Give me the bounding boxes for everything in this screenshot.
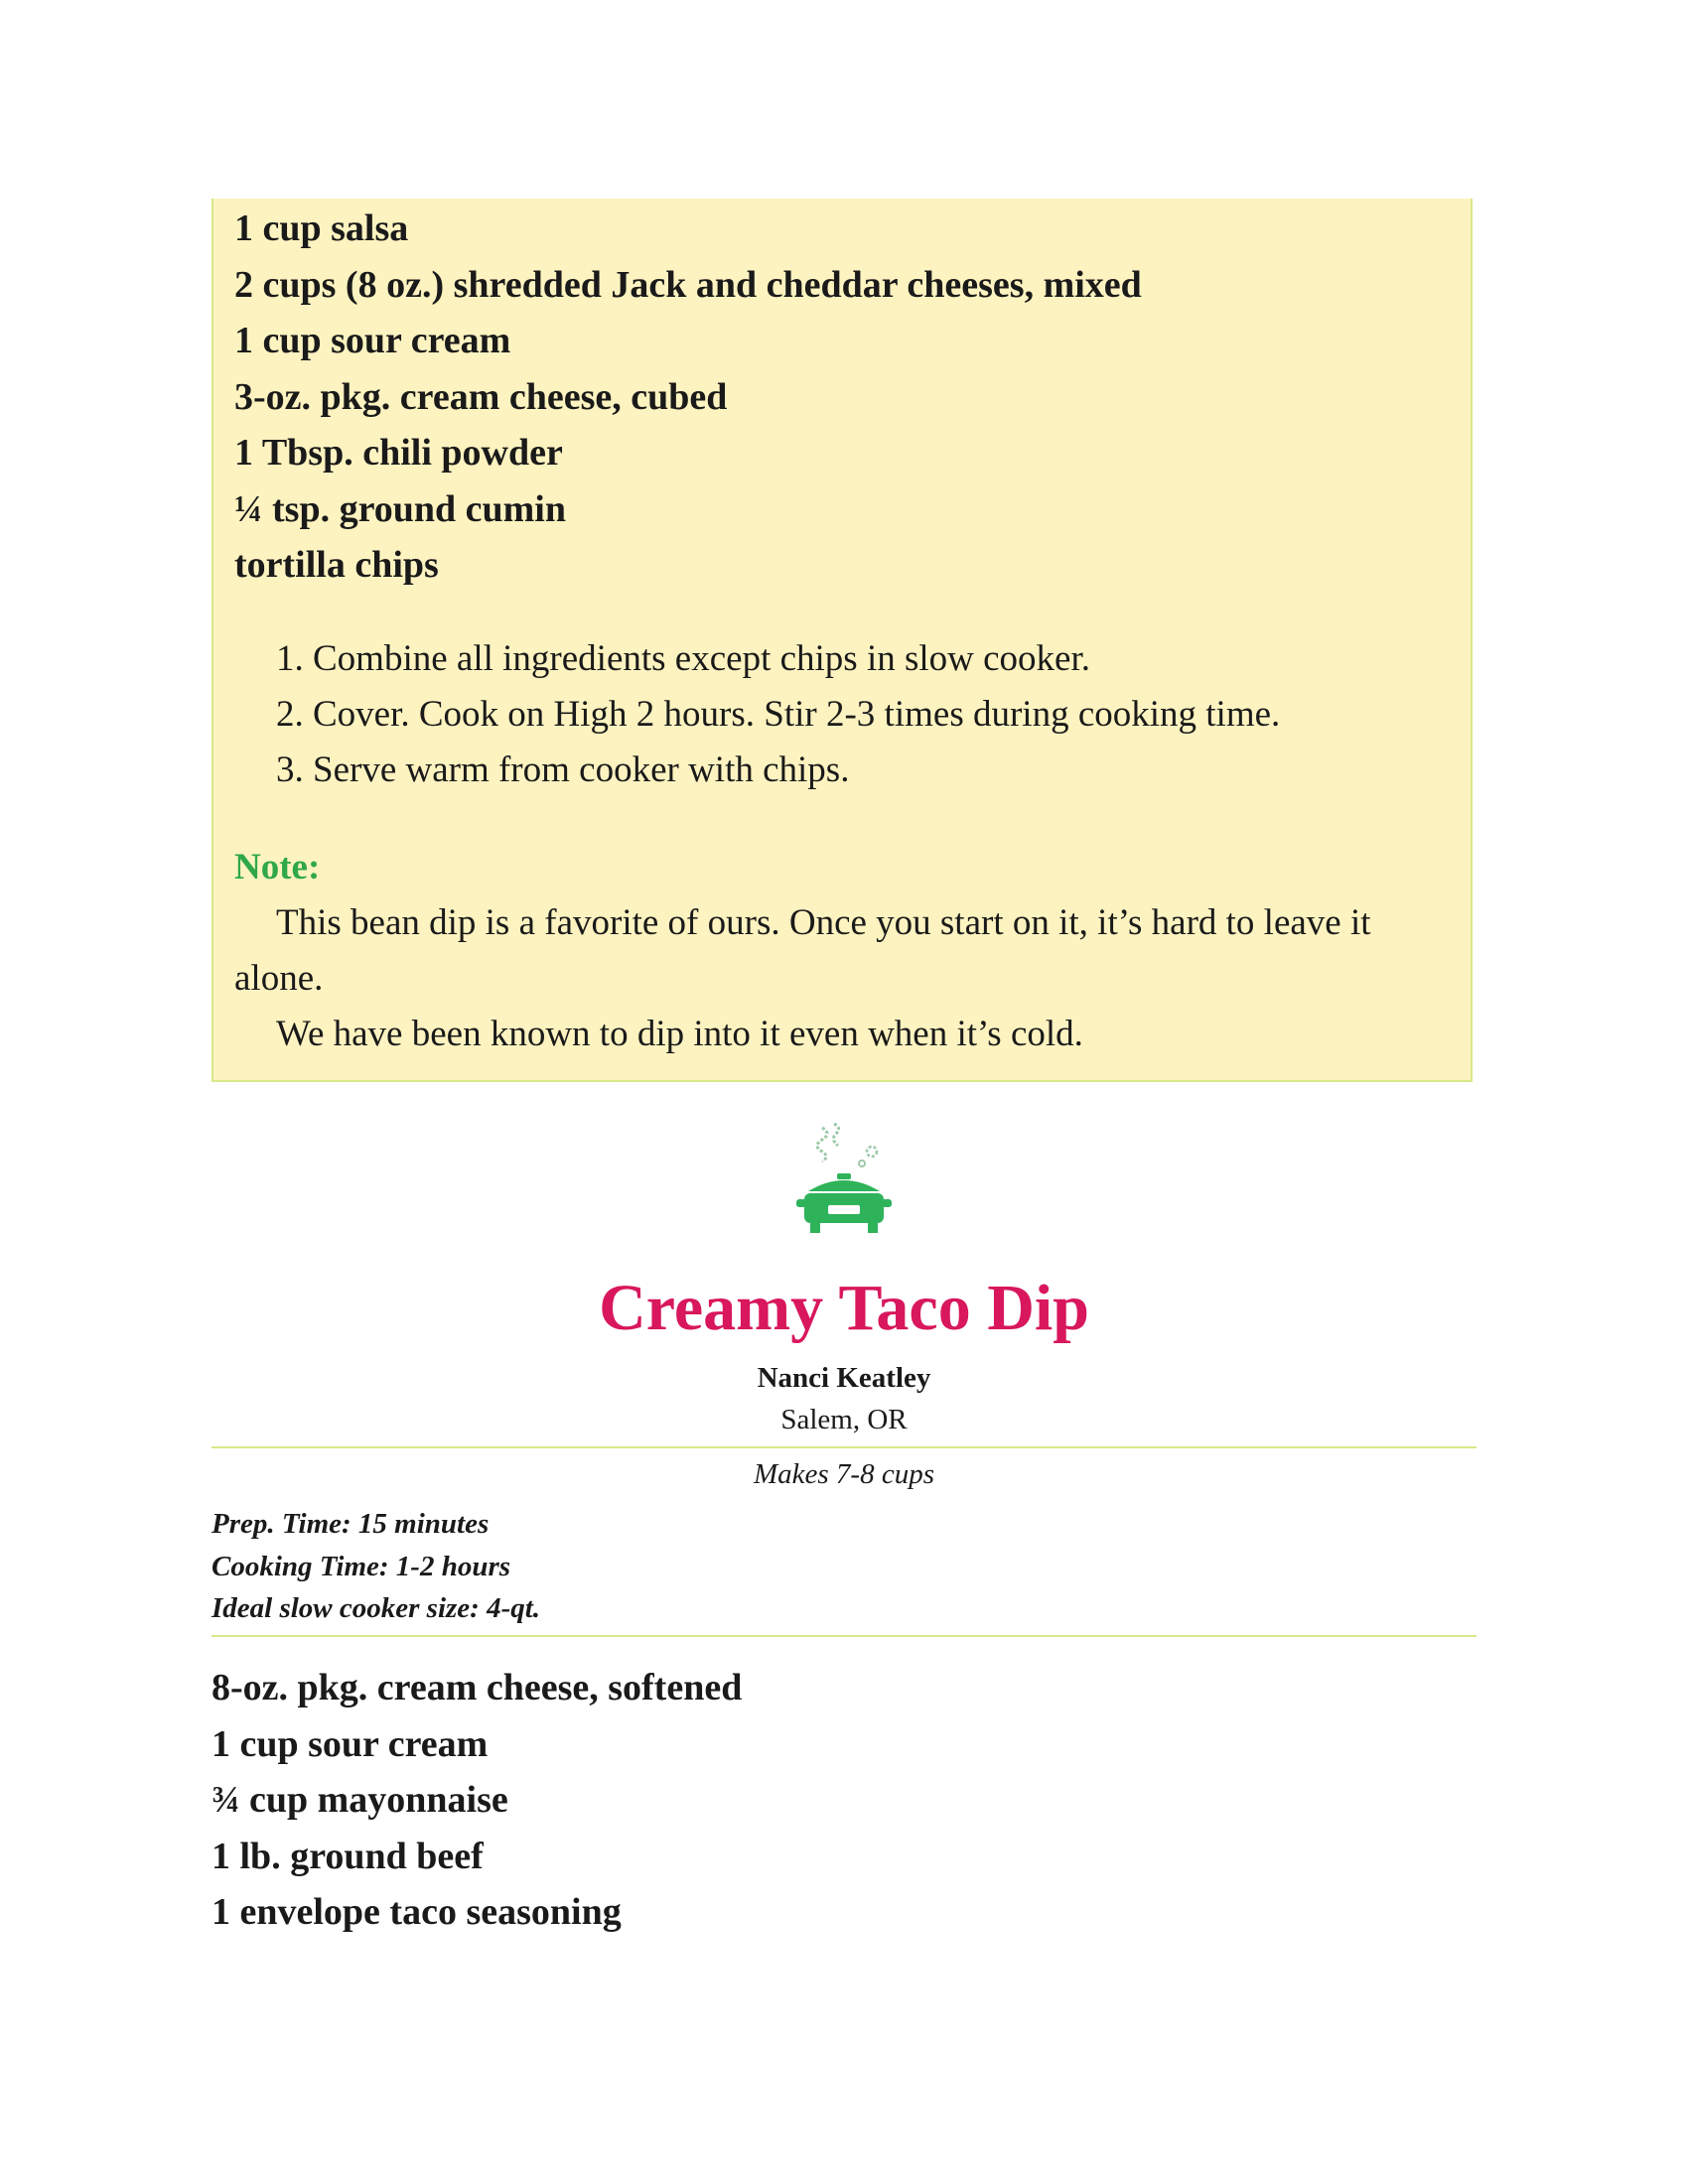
note-paragraph: We have been known to dip into it even when it’s cold.: [276, 1014, 1083, 1054]
recipe-author: Nanci Keatley: [757, 1362, 931, 1394]
ingredient-item: ¾ cup mayonnaise: [211, 1779, 508, 1821]
slow-cooker-icon: [794, 1122, 894, 1241]
ingredient-item: ¼ tsp. ground cumin: [234, 487, 567, 530]
cooking-time: Cooking Time: 1-2 hours: [211, 1550, 511, 1582]
ingredient-item: 1 lb. ground beef: [211, 1835, 484, 1877]
recipe-times: [211, 1503, 540, 1630]
note-label: Note:: [234, 847, 321, 887]
prep-time: Prep. Time: 15 minutes: [211, 1508, 490, 1540]
ingredient-item: 1 cup sour cream: [234, 320, 511, 361]
ingredient-item: 2 cups (8 oz.) shredded Jack and cheddar cheeses, mixed: [234, 263, 1142, 306]
note-body: [234, 895, 1456, 1062]
divider-top: [211, 1446, 1477, 1448]
ingredient-item: tortilla chips: [234, 544, 439, 586]
recipe-location: Salem, OR: [780, 1404, 908, 1435]
instructions-list: [276, 631, 1280, 798]
continued-ingredients-list: [234, 201, 1142, 594]
instruction-step: 2. Cover. Cook on High 2 hours. Stir 2-3 times during cooking time.: [276, 694, 1281, 735]
note-paragraph: This bean dip is a favorite of ours. Once you start on it, it’s hard to leave it alone.: [234, 902, 1371, 999]
ingredient-item: 1 cup sour cream: [211, 1722, 489, 1765]
ingredient-item: 1 Tbsp. chili powder: [234, 432, 563, 474]
ingredients-list: [211, 1660, 742, 1941]
ingredient-item: 1 cup salsa: [234, 207, 409, 249]
cooker-size: Ideal slow cooker size: 4-qt.: [211, 1592, 541, 1624]
recipe-yield: Makes 7-8 cups: [753, 1458, 934, 1490]
ingredient-item: 1 envelope taco seasoning: [211, 1891, 622, 1933]
divider-bottom: [211, 1635, 1477, 1637]
instruction-step: 3. Serve warm from cooker with chips.: [276, 750, 850, 790]
ingredient-item: 3-oz. pkg. cream cheese, cubed: [234, 375, 728, 418]
recipe-title: Creamy Taco Dip: [599, 1272, 1089, 1344]
ingredient-item: 8-oz. pkg. cream cheese, softened: [211, 1667, 743, 1708]
instruction-step: 1. Combine all ingredients except chips in slow cooker.: [276, 638, 1090, 679]
